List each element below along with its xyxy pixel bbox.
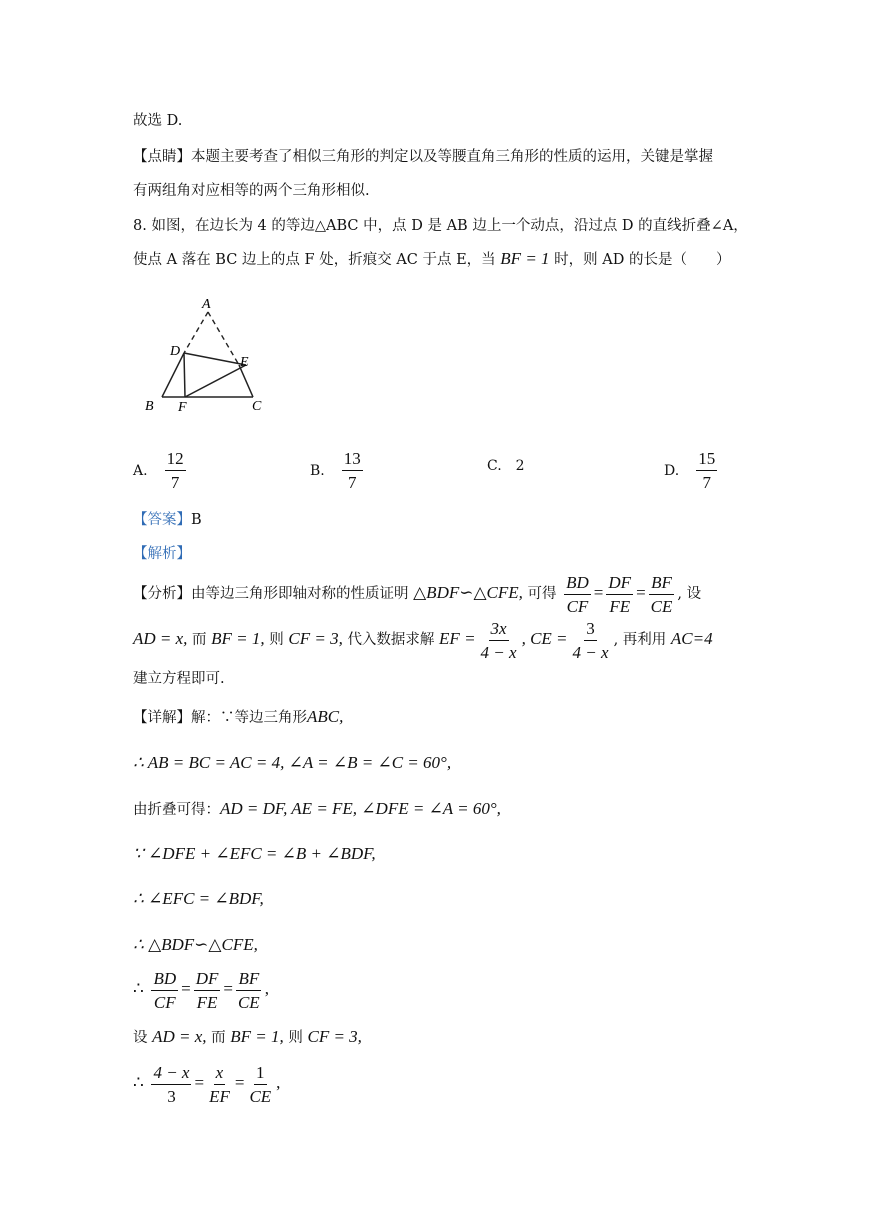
eq-sign: = bbox=[181, 979, 191, 998]
fold-line-ad bbox=[184, 312, 208, 353]
option-c bbox=[487, 458, 525, 474]
comment-text-1: 本题主要考查了相似三角形的判定以及等腰直角三角形的性质的运用，关键是掌握 bbox=[191, 149, 713, 165]
question-text-a: 使点 A 落在 BC 边上的点 F 处，折痕交 AC 于点 E，当 bbox=[133, 252, 496, 268]
fenxi-line-3: 建立方程即可. bbox=[133, 671, 225, 687]
fenxi-frac-1-num: BD bbox=[564, 572, 591, 595]
fenxi-ze: 则 bbox=[269, 632, 284, 648]
triangle-figure bbox=[140, 292, 270, 417]
fenxi-line-1 bbox=[133, 570, 701, 617]
detail-frac-6 bbox=[247, 1062, 273, 1107]
fenxi-frac-2-den: FE bbox=[609, 596, 631, 616]
detail-frac-5-den: EF bbox=[209, 1086, 230, 1106]
fenxi-ac: AC=4 bbox=[670, 629, 713, 648]
option-d-num: 15 bbox=[696, 448, 717, 471]
label-b: B bbox=[145, 399, 154, 414]
comment-line-2: 有两组角对应相等的两个三角形相似. bbox=[133, 183, 370, 199]
detail-tag: 【详解】 bbox=[133, 710, 191, 726]
option-a-num: 12 bbox=[165, 448, 186, 471]
option-c-letter: C. bbox=[487, 458, 502, 474]
option-b-num: 13 bbox=[342, 448, 363, 471]
answer-tag: 【答案】 bbox=[133, 512, 191, 528]
label-f: F bbox=[178, 400, 187, 415]
label-e: E bbox=[240, 355, 249, 370]
fenxi-line-2 bbox=[133, 616, 713, 663]
option-d-fraction bbox=[696, 448, 717, 493]
question-line-2 bbox=[133, 248, 730, 271]
fenxi-frac-3 bbox=[649, 572, 675, 617]
label-a: A bbox=[202, 297, 211, 312]
option-d-den: 7 bbox=[702, 473, 711, 492]
fenxi-dr: 代入数据求解 bbox=[347, 632, 435, 648]
detail-step-8-pre: ∴ bbox=[133, 1073, 144, 1092]
detail-step-7-ze: 则 bbox=[288, 1030, 303, 1046]
segment-fe bbox=[185, 365, 246, 397]
detail-intro-text: 解：∵等边三角形 bbox=[191, 710, 307, 726]
option-d bbox=[664, 448, 720, 493]
fold-line-ae bbox=[208, 312, 239, 365]
fenxi-frac-3-num: BF bbox=[649, 572, 674, 595]
detail-step-1: ∴ AB = BC = AC = 4, ∠A = ∠B = ∠C = 60°, bbox=[133, 753, 452, 772]
detail-frac-6-den: CE bbox=[249, 1086, 272, 1106]
option-b-den: 7 bbox=[348, 473, 357, 492]
fenxi-frac-1-den: CF bbox=[566, 596, 589, 616]
fenxi-ce-frac bbox=[571, 618, 611, 663]
eq-sign: = bbox=[636, 583, 646, 602]
detail-step-8-end: , bbox=[276, 1073, 281, 1092]
detail-frac-6-num: 1 bbox=[254, 1062, 267, 1085]
detail-frac-4 bbox=[151, 1062, 191, 1107]
detail-frac-5 bbox=[207, 1062, 232, 1107]
detail-step-4: ∴ ∠EFC = ∠BDF, bbox=[133, 889, 264, 908]
option-d-letter: D. bbox=[664, 462, 680, 479]
label-c: C bbox=[252, 399, 262, 414]
detail-intro bbox=[133, 706, 343, 729]
detail-frac-2 bbox=[194, 968, 221, 1013]
detail-step-6-end: , bbox=[264, 979, 269, 998]
label-d: D bbox=[170, 344, 181, 359]
fenxi-ef: EF = bbox=[439, 629, 476, 648]
eq-sign: = bbox=[194, 1073, 205, 1092]
detail-step-5: ∴ △BDF∽△CFE, bbox=[133, 935, 258, 954]
fenxi-cf: CF = 3, bbox=[288, 629, 343, 648]
option-a-fraction bbox=[165, 448, 186, 493]
fenxi-bf: BF = 1, bbox=[211, 629, 265, 648]
fenxi-frac-2-num: DF bbox=[606, 572, 633, 595]
fenxi-text-3: , 设 bbox=[677, 586, 702, 602]
detail-frac-5-num: x bbox=[214, 1062, 226, 1085]
analysis-tag: 【解析】 bbox=[133, 546, 191, 562]
detail-step-8 bbox=[133, 1060, 280, 1107]
detail-frac-1-num: BD bbox=[151, 968, 178, 991]
comment-tag: 【点睛】 bbox=[133, 149, 191, 165]
fenxi-text-2: 可得 bbox=[527, 586, 557, 602]
fenxi-similar: △BDF∽△CFE, bbox=[413, 583, 523, 602]
fenxi-er: 而 bbox=[192, 632, 207, 648]
fenxi-ce: , CE = bbox=[521, 629, 568, 648]
option-c-value: 2 bbox=[515, 458, 525, 474]
detail-frac-4-den: 3 bbox=[167, 1086, 176, 1106]
fenxi-zl: , 再利用 bbox=[613, 632, 667, 648]
detail-step-2 bbox=[133, 798, 501, 821]
detail-frac-2-num: DF bbox=[194, 968, 221, 991]
choose-line: 故选 D. bbox=[133, 113, 183, 129]
detail-frac-2-den: FE bbox=[196, 992, 218, 1012]
detail-step-7-bf: BF = 1, bbox=[230, 1027, 284, 1046]
question-line-1: 8. 如图，在边长为 4 的等边△ABC 中，点 D 是 AB 边上一个动点，沿过点 D 的直线折叠∠A， bbox=[133, 218, 748, 234]
fenxi-ce-den: 4 − x bbox=[572, 642, 609, 662]
fenxi-frac-1 bbox=[564, 572, 591, 617]
detail-frac-3 bbox=[236, 968, 262, 1013]
detail-step-6 bbox=[133, 966, 269, 1013]
fenxi-ef-frac bbox=[479, 618, 519, 663]
detail-step-7-er: 而 bbox=[211, 1030, 226, 1046]
detail-step-2-text: 由折叠可得： bbox=[133, 802, 220, 818]
detail-step-2-math: AD = DF, AE = FE, ∠DFE = ∠A = 60°, bbox=[220, 799, 501, 818]
crease-de bbox=[184, 353, 246, 365]
detail-frac-1 bbox=[151, 968, 178, 1013]
detail-step-6-pre: ∴ bbox=[133, 979, 144, 998]
detail-step-7-a: 设 bbox=[133, 1030, 148, 1046]
fenxi-ce-num: 3 bbox=[584, 618, 597, 641]
fenxi-ef-den: 4 − x bbox=[480, 642, 517, 662]
option-b-letter: B. bbox=[310, 462, 325, 479]
detail-step-7-cf: CF = 3, bbox=[307, 1027, 362, 1046]
answer-value: B bbox=[191, 512, 202, 528]
detail-intro-math: ABC, bbox=[307, 707, 344, 726]
detail-step-7-ad: AD = x, bbox=[152, 1027, 207, 1046]
answer-line bbox=[133, 509, 202, 531]
option-a bbox=[133, 448, 189, 493]
fenxi-tag: 【分析】 bbox=[133, 586, 191, 602]
option-b bbox=[310, 448, 366, 493]
side-bd bbox=[162, 353, 184, 397]
detail-step-7 bbox=[133, 1026, 362, 1049]
option-b-fraction bbox=[342, 448, 363, 493]
detail-frac-4-num: 4 − x bbox=[151, 1062, 191, 1085]
eq-sign: = bbox=[593, 583, 604, 602]
fenxi-text-1: 由等边三角形即轴对称的性质证明 bbox=[191, 586, 409, 602]
eq-sign: = bbox=[234, 1073, 245, 1092]
segment-df bbox=[184, 353, 185, 397]
option-a-letter: A. bbox=[133, 462, 148, 479]
option-a-den: 7 bbox=[170, 473, 180, 492]
detail-frac-1-den: CF bbox=[153, 992, 176, 1012]
fenxi-ef-num: 3x bbox=[489, 618, 509, 641]
fenxi-ad: AD = x, bbox=[133, 629, 188, 648]
comment-line-1 bbox=[133, 146, 713, 168]
detail-step-3: ∵ ∠DFE + ∠EFC = ∠B + ∠BDF, bbox=[133, 844, 376, 863]
question-text-b: 时，则 AD 的长是（ ） bbox=[554, 252, 731, 268]
eq-sign: = bbox=[223, 979, 233, 998]
detail-frac-3-num: BF bbox=[236, 968, 261, 991]
fenxi-frac-3-den: CE bbox=[650, 596, 673, 616]
detail-frac-3-den: CE bbox=[237, 992, 260, 1012]
question-condition: BF = 1 bbox=[500, 249, 550, 268]
fenxi-frac-2 bbox=[606, 572, 633, 617]
